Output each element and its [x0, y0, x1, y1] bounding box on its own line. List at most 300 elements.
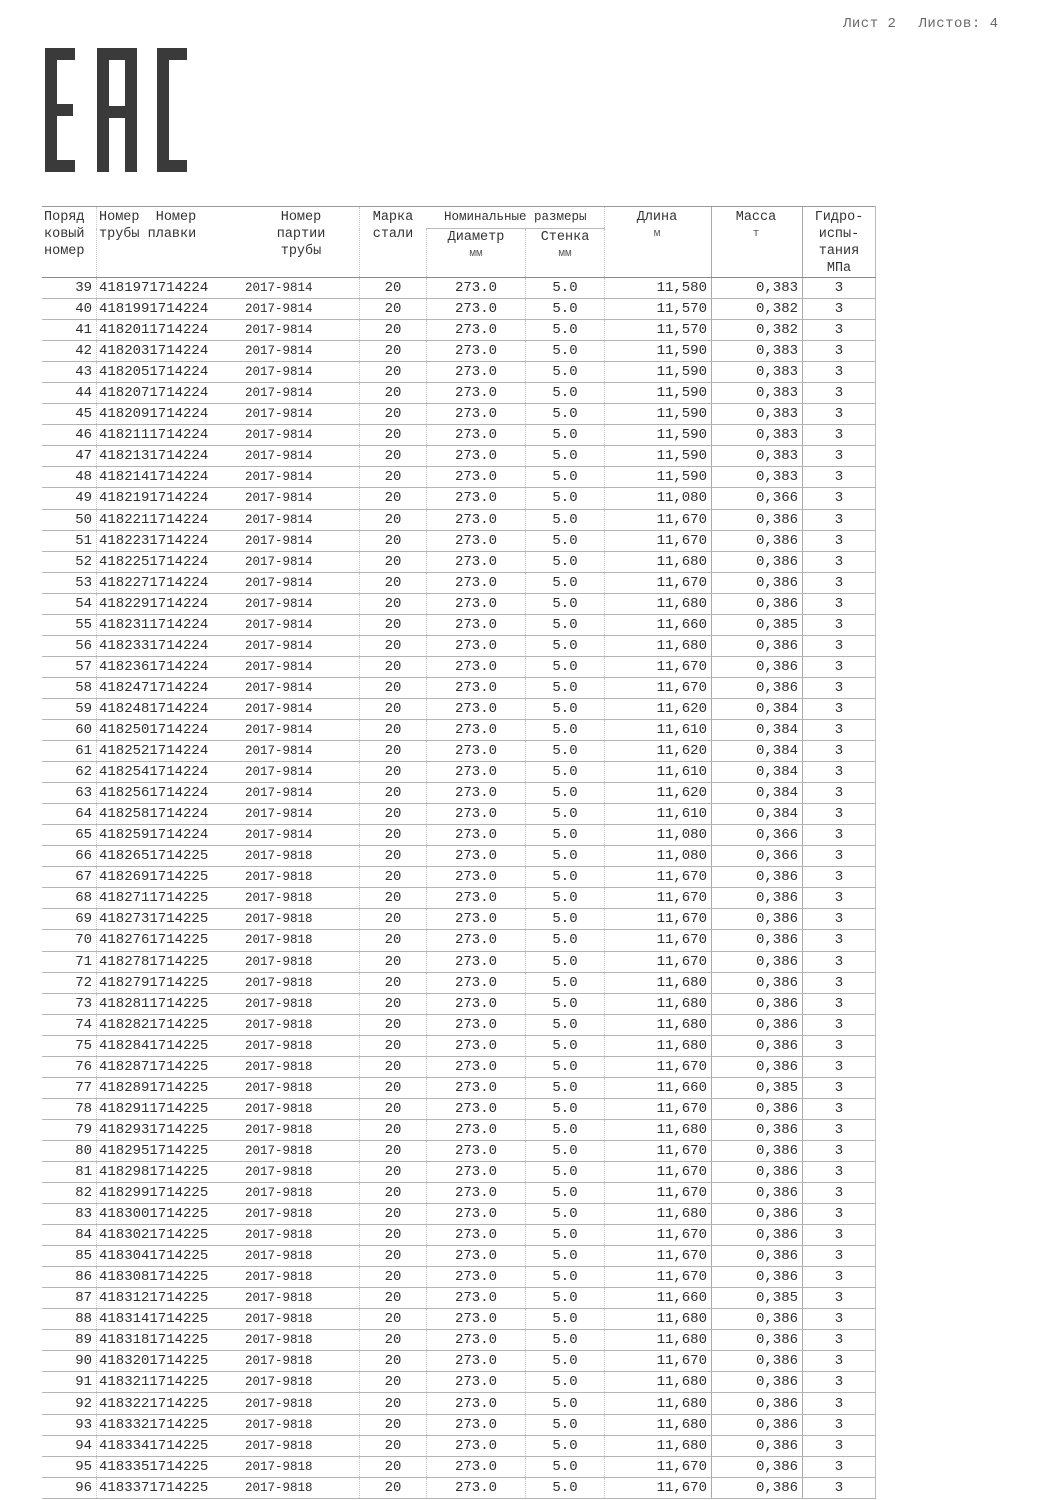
steel-grade-cell: 20: [360, 1351, 427, 1372]
diameter-cell: 273.0: [427, 1435, 526, 1456]
table-row: [42, 299, 876, 320]
wall-thickness-cell: 5.0: [526, 804, 605, 825]
pipe-number-cell: 4183211714225: [97, 1372, 240, 1393]
steel-grade-cell: 20: [360, 1309, 427, 1330]
hydrotest-pressure-cell: 3: [803, 1056, 876, 1077]
row-index-cell: 54: [42, 593, 97, 614]
length-cell: 11,670: [605, 1477, 712, 1498]
steel-grade-cell: 20: [360, 930, 427, 951]
wall-thickness-cell: 5.0: [526, 972, 605, 993]
row-index-cell: 73: [42, 993, 97, 1014]
pipe-number-cell: 4182651714225: [97, 846, 240, 867]
length-cell: 11,590: [605, 467, 712, 488]
header-index-line: ковый: [44, 227, 85, 242]
steel-grade-cell: 20: [360, 804, 427, 825]
hydrotest-pressure-cell: 3: [803, 783, 876, 804]
table-row: [42, 404, 876, 425]
pipe-number-cell: 4182931714225: [97, 1119, 240, 1140]
steel-grade-cell: 20: [360, 341, 427, 362]
pipe-number-cell: 4182841714225: [97, 1035, 240, 1056]
header-mass-unit: т: [752, 228, 760, 240]
steel-grade-cell: 20: [360, 1435, 427, 1456]
steel-grade-cell: 20: [360, 762, 427, 783]
steel-grade-cell: 20: [360, 1372, 427, 1393]
hydrotest-pressure-cell: 3: [803, 362, 876, 383]
row-index-cell: 94: [42, 1435, 97, 1456]
pipe-number-cell: 4182481714224: [97, 698, 240, 719]
table-row: [42, 341, 876, 362]
mass-cell: 0,366: [712, 846, 803, 867]
length-cell: 11,670: [605, 867, 712, 888]
header-pipe-line: Номер: [99, 210, 140, 225]
steel-grade-cell: 20: [360, 741, 427, 762]
diameter-cell: 273.0: [427, 383, 526, 404]
hydrotest-pressure-cell: 3: [803, 467, 876, 488]
batch-number-cell: 2017-9818: [239, 888, 360, 909]
mass-cell: 0,386: [712, 1119, 803, 1140]
row-index-cell: 76: [42, 1056, 97, 1077]
wall-thickness-cell: 5.0: [526, 846, 605, 867]
table-row: [42, 1351, 876, 1372]
pipe-number-cell: 4182211714224: [97, 509, 240, 530]
steel-grade-cell: 20: [360, 593, 427, 614]
table-row: [42, 719, 876, 740]
pipe-number-cell: 4182011714224: [97, 320, 240, 341]
diameter-cell: 273.0: [427, 362, 526, 383]
batch-number-cell: 2017-9814: [239, 614, 360, 635]
diameter-cell: 273.0: [427, 488, 526, 509]
mass-cell: 0,386: [712, 951, 803, 972]
table-row: [42, 1288, 876, 1309]
length-cell: 11,670: [605, 677, 712, 698]
hydrotest-pressure-cell: 3: [803, 1477, 876, 1498]
hydrotest-pressure-cell: 3: [803, 1098, 876, 1119]
length-cell: 11,080: [605, 846, 712, 867]
pipe-number-cell: 4182091714224: [97, 404, 240, 425]
batch-number-cell: 2017-9814: [239, 509, 360, 530]
wall-thickness-cell: 5.0: [526, 1056, 605, 1077]
diameter-cell: 273.0: [427, 1225, 526, 1246]
row-index-cell: 42: [42, 341, 97, 362]
batch-number-cell: 2017-9818: [239, 1077, 360, 1098]
wall-thickness-cell: 5.0: [526, 783, 605, 804]
diameter-cell: 273.0: [427, 1140, 526, 1161]
table-row: [42, 320, 876, 341]
header-index-line: Поряд: [44, 210, 85, 225]
steel-grade-cell: 20: [360, 1183, 427, 1204]
mass-cell: 0,383: [712, 404, 803, 425]
batch-number-cell: 2017-9814: [239, 572, 360, 593]
hydrotest-pressure-cell: 3: [803, 425, 876, 446]
wall-thickness-cell: 5.0: [526, 488, 605, 509]
table-row: [42, 362, 876, 383]
diameter-cell: 273.0: [427, 951, 526, 972]
batch-number-cell: 2017-9818: [239, 1435, 360, 1456]
pipe-number-cell: 4182051714224: [97, 362, 240, 383]
table-row: [42, 1246, 876, 1267]
row-index-cell: 65: [42, 825, 97, 846]
mass-cell: 0,386: [712, 1183, 803, 1204]
row-index-cell: 91: [42, 1372, 97, 1393]
batch-number-cell: 2017-9818: [239, 909, 360, 930]
row-index-cell: 43: [42, 362, 97, 383]
wall-thickness-cell: 5.0: [526, 593, 605, 614]
mass-cell: 0,383: [712, 467, 803, 488]
row-index-cell: 39: [42, 278, 97, 299]
hydrotest-pressure-cell: 3: [803, 341, 876, 362]
diameter-cell: 273.0: [427, 551, 526, 572]
steel-grade-cell: 20: [360, 572, 427, 593]
steel-grade-cell: 20: [360, 1246, 427, 1267]
table-row: [42, 1140, 876, 1161]
steel-grade-cell: 20: [360, 278, 427, 299]
pipe-number-cell: 4182231714224: [97, 530, 240, 551]
wall-thickness-cell: 5.0: [526, 656, 605, 677]
length-cell: 11,680: [605, 1309, 712, 1330]
table-row: [42, 551, 876, 572]
batch-number-cell: 2017-9814: [239, 551, 360, 572]
table-body: [42, 278, 876, 1499]
header-batch-line: трубы: [280, 244, 322, 259]
length-cell: 11,660: [605, 614, 712, 635]
header-batch: [239, 207, 360, 278]
header-heat-line: плавки: [147, 227, 197, 242]
hydrotest-pressure-cell: 3: [803, 1140, 876, 1161]
row-index-cell: 50: [42, 509, 97, 530]
diameter-cell: 273.0: [427, 993, 526, 1014]
batch-number-cell: 2017-9818: [239, 1372, 360, 1393]
length-cell: 11,670: [605, 509, 712, 530]
table-row: [42, 1014, 876, 1035]
diameter-cell: 273.0: [427, 1183, 526, 1204]
header-nominal-sizes: Номинальные размеры: [427, 207, 605, 229]
wall-thickness-cell: 5.0: [526, 993, 605, 1014]
mass-cell: 0,384: [712, 719, 803, 740]
batch-number-cell: 2017-9818: [239, 1161, 360, 1182]
row-index-cell: 92: [42, 1393, 97, 1414]
diameter-cell: 273.0: [427, 530, 526, 551]
pipe-number-cell: 4183181714225: [97, 1330, 240, 1351]
wall-thickness-cell: 5.0: [526, 741, 605, 762]
length-cell: 11,680: [605, 1014, 712, 1035]
batch-number-cell: 2017-9818: [239, 1204, 360, 1225]
hydrotest-pressure-cell: 3: [803, 867, 876, 888]
header-hydro-line: МПа: [826, 261, 852, 276]
diameter-cell: 273.0: [427, 972, 526, 993]
steel-grade-cell: 20: [360, 614, 427, 635]
hydrotest-pressure-cell: 3: [803, 1414, 876, 1435]
batch-number-cell: 2017-9818: [239, 993, 360, 1014]
steel-grade-cell: 20: [360, 951, 427, 972]
length-cell: 11,670: [605, 1225, 712, 1246]
diameter-cell: 273.0: [427, 1393, 526, 1414]
row-index-cell: 60: [42, 719, 97, 740]
row-index-cell: 61: [42, 741, 97, 762]
row-index-cell: 44: [42, 383, 97, 404]
row-index-cell: 83: [42, 1204, 97, 1225]
wall-thickness-cell: 5.0: [526, 677, 605, 698]
table-row: [42, 1456, 876, 1477]
wall-thickness-cell: 5.0: [526, 362, 605, 383]
hydrotest-pressure-cell: 3: [803, 1351, 876, 1372]
pipe-number-cell: 4183081714225: [97, 1267, 240, 1288]
diameter-cell: 273.0: [427, 278, 526, 299]
hydrotest-pressure-cell: 3: [803, 909, 876, 930]
wall-thickness-cell: 5.0: [526, 1014, 605, 1035]
batch-number-cell: 2017-9814: [239, 488, 360, 509]
mass-cell: 0,382: [712, 320, 803, 341]
hydrotest-pressure-cell: 3: [803, 383, 876, 404]
eac-mark-icon: [45, 48, 187, 172]
diameter-cell: 273.0: [427, 1288, 526, 1309]
table-row: [42, 446, 876, 467]
length-cell: 11,670: [605, 1246, 712, 1267]
batch-number-cell: 2017-9814: [239, 804, 360, 825]
steel-grade-cell: 20: [360, 1056, 427, 1077]
diameter-cell: 273.0: [427, 509, 526, 530]
wall-thickness-cell: 5.0: [526, 299, 605, 320]
table-row: [42, 1119, 876, 1140]
steel-grade-cell: 20: [360, 1330, 427, 1351]
length-cell: 11,670: [605, 1056, 712, 1077]
diameter-cell: 273.0: [427, 1056, 526, 1077]
batch-number-cell: 2017-9818: [239, 1246, 360, 1267]
table-row: [42, 930, 876, 951]
header-hydro-line: тания: [818, 244, 860, 259]
mass-cell: 0,383: [712, 341, 803, 362]
length-cell: 11,670: [605, 530, 712, 551]
header-diameter-unit: мм: [469, 248, 483, 260]
mass-cell: 0,383: [712, 383, 803, 404]
batch-number-cell: 2017-9818: [239, 951, 360, 972]
wall-thickness-cell: 5.0: [526, 1393, 605, 1414]
steel-grade-cell: 20: [360, 783, 427, 804]
row-index-cell: 64: [42, 804, 97, 825]
hydrotest-pressure-cell: 3: [803, 593, 876, 614]
hydrotest-pressure-cell: 3: [803, 488, 876, 509]
table-row: [42, 656, 876, 677]
diameter-cell: 273.0: [427, 1309, 526, 1330]
mass-cell: 0,366: [712, 488, 803, 509]
pipe-number-cell: 4182141714224: [97, 467, 240, 488]
diameter-cell: 273.0: [427, 635, 526, 656]
mass-cell: 0,386: [712, 1098, 803, 1119]
steel-grade-cell: 20: [360, 846, 427, 867]
hydrotest-pressure-cell: 3: [803, 1435, 876, 1456]
batch-number-cell: 2017-9814: [239, 530, 360, 551]
mass-cell: 0,386: [712, 1309, 803, 1330]
row-index-cell: 78: [42, 1098, 97, 1119]
hydrotest-pressure-cell: 3: [803, 951, 876, 972]
batch-number-cell: 2017-9818: [239, 1288, 360, 1309]
row-index-cell: 49: [42, 488, 97, 509]
steel-grade-cell: 20: [360, 888, 427, 909]
wall-thickness-cell: 5.0: [526, 551, 605, 572]
mass-cell: 0,386: [712, 1372, 803, 1393]
wall-thickness-cell: 5.0: [526, 572, 605, 593]
steel-grade-cell: 20: [360, 909, 427, 930]
hydrotest-pressure-cell: 3: [803, 551, 876, 572]
pipe-number-cell: 4183371714225: [97, 1477, 240, 1498]
table-row: [42, 1056, 876, 1077]
steel-grade-cell: 20: [360, 1267, 427, 1288]
pipe-number-cell: 4182991714225: [97, 1183, 240, 1204]
steel-grade-cell: 20: [360, 698, 427, 719]
mass-cell: 0,386: [712, 593, 803, 614]
table-row: [42, 1414, 876, 1435]
row-index-cell: 70: [42, 930, 97, 951]
pipe-number-cell: 4183341714225: [97, 1435, 240, 1456]
steel-grade-cell: 20: [360, 488, 427, 509]
hydrotest-pressure-cell: 3: [803, 1246, 876, 1267]
row-index-cell: 88: [42, 1309, 97, 1330]
mass-cell: 0,386: [712, 1246, 803, 1267]
table-row: [42, 972, 876, 993]
steel-grade-cell: 20: [360, 299, 427, 320]
table-row: [42, 888, 876, 909]
length-cell: 11,590: [605, 425, 712, 446]
row-index-cell: 41: [42, 320, 97, 341]
diameter-cell: 273.0: [427, 698, 526, 719]
steel-grade-cell: 20: [360, 635, 427, 656]
header-hydrotest: [803, 207, 876, 278]
steel-grade-cell: 20: [360, 1140, 427, 1161]
hydrotest-pressure-cell: 3: [803, 1077, 876, 1098]
hydrotest-pressure-cell: 3: [803, 698, 876, 719]
length-cell: 11,610: [605, 804, 712, 825]
steel-grade-cell: 20: [360, 404, 427, 425]
length-cell: 11,680: [605, 1414, 712, 1435]
hydrotest-pressure-cell: 3: [803, 1183, 876, 1204]
eac-logo: [45, 48, 187, 172]
hydrotest-pressure-cell: 3: [803, 804, 876, 825]
row-index-cell: 66: [42, 846, 97, 867]
steel-grade-cell: 20: [360, 1477, 427, 1498]
length-cell: 11,680: [605, 1204, 712, 1225]
steel-grade-cell: 20: [360, 1204, 427, 1225]
row-index-cell: 82: [42, 1183, 97, 1204]
diameter-cell: 273.0: [427, 804, 526, 825]
row-index-cell: 75: [42, 1035, 97, 1056]
diameter-cell: 273.0: [427, 867, 526, 888]
length-cell: 11,610: [605, 762, 712, 783]
hydrotest-pressure-cell: 3: [803, 825, 876, 846]
table-row: [42, 1183, 876, 1204]
length-cell: 11,670: [605, 1351, 712, 1372]
length-cell: 11,620: [605, 783, 712, 804]
hydrotest-pressure-cell: 3: [803, 1225, 876, 1246]
pipe-number-cell: 4182561714224: [97, 783, 240, 804]
header-hydro-line: испы-: [818, 227, 860, 242]
pipe-number-cell: 4182291714224: [97, 593, 240, 614]
row-index-cell: 71: [42, 951, 97, 972]
pipe-number-cell: 4182761714225: [97, 930, 240, 951]
wall-thickness-cell: 5.0: [526, 1309, 605, 1330]
pipe-number-cell: 4183041714225: [97, 1246, 240, 1267]
mass-cell: 0,386: [712, 1014, 803, 1035]
wall-thickness-cell: 5.0: [526, 1225, 605, 1246]
diameter-cell: 273.0: [427, 1246, 526, 1267]
wall-thickness-cell: 5.0: [526, 1330, 605, 1351]
diameter-cell: 273.0: [427, 719, 526, 740]
steel-grade-cell: 20: [360, 1077, 427, 1098]
steel-grade-cell: 20: [360, 867, 427, 888]
wall-thickness-cell: 5.0: [526, 1161, 605, 1182]
table-row: [42, 1161, 876, 1182]
wall-thickness-cell: 5.0: [526, 698, 605, 719]
pipe-number-cell: 4182111714224: [97, 425, 240, 446]
length-cell: 11,610: [605, 719, 712, 740]
pipe-number-cell: 4182711714225: [97, 888, 240, 909]
mass-cell: 0,386: [712, 551, 803, 572]
batch-number-cell: 2017-9818: [239, 1330, 360, 1351]
steel-grade-cell: 20: [360, 383, 427, 404]
hydrotest-pressure-cell: 3: [803, 656, 876, 677]
diameter-cell: 273.0: [427, 1014, 526, 1035]
length-cell: 11,620: [605, 698, 712, 719]
batch-number-cell: 2017-9814: [239, 299, 360, 320]
row-index-cell: 69: [42, 909, 97, 930]
row-index-cell: 48: [42, 467, 97, 488]
hydrotest-pressure-cell: 3: [803, 1035, 876, 1056]
wall-thickness-cell: 5.0: [526, 1140, 605, 1161]
mass-cell: 0,383: [712, 278, 803, 299]
row-index-cell: 72: [42, 972, 97, 993]
hydrotest-pressure-cell: 3: [803, 1267, 876, 1288]
table-row: [42, 425, 876, 446]
length-cell: 11,670: [605, 888, 712, 909]
batch-number-cell: 2017-9818: [239, 1351, 360, 1372]
hydrotest-pressure-cell: 3: [803, 888, 876, 909]
mass-cell: 0,386: [712, 1351, 803, 1372]
diameter-cell: 273.0: [427, 783, 526, 804]
mass-cell: 0,386: [712, 1330, 803, 1351]
pipe-number-cell: 4183021714225: [97, 1225, 240, 1246]
length-cell: 11,680: [605, 593, 712, 614]
diameter-cell: 273.0: [427, 1372, 526, 1393]
batch-number-cell: 2017-9818: [239, 1098, 360, 1119]
mass-cell: 0,384: [712, 762, 803, 783]
row-index-cell: 51: [42, 530, 97, 551]
length-cell: 11,080: [605, 488, 712, 509]
wall-thickness-cell: 5.0: [526, 1414, 605, 1435]
hydrotest-pressure-cell: 3: [803, 972, 876, 993]
pipe-number-cell: 4182951714225: [97, 1140, 240, 1161]
diameter-cell: 273.0: [427, 825, 526, 846]
steel-grade-cell: 20: [360, 1225, 427, 1246]
diameter-cell: 273.0: [427, 572, 526, 593]
diameter-cell: 273.0: [427, 1204, 526, 1225]
pipe-number-cell: 4182071714224: [97, 383, 240, 404]
steel-grade-cell: 20: [360, 825, 427, 846]
header-heat-line: Номер: [155, 210, 197, 225]
steel-grade-cell: 20: [360, 719, 427, 740]
pipe-number-cell: 4183221714225: [97, 1393, 240, 1414]
diameter-cell: 273.0: [427, 1330, 526, 1351]
row-index-cell: 58: [42, 677, 97, 698]
pipe-number-cell: 4183141714225: [97, 1309, 240, 1330]
wall-thickness-cell: 5.0: [526, 530, 605, 551]
row-index-cell: 63: [42, 783, 97, 804]
diameter-cell: 273.0: [427, 341, 526, 362]
batch-number-cell: 2017-9814: [239, 404, 360, 425]
header-mass: [712, 207, 803, 278]
table-row: [42, 909, 876, 930]
mass-cell: 0,386: [712, 572, 803, 593]
table-row: [42, 762, 876, 783]
hydrotest-pressure-cell: 3: [803, 509, 876, 530]
length-cell: 11,590: [605, 446, 712, 467]
